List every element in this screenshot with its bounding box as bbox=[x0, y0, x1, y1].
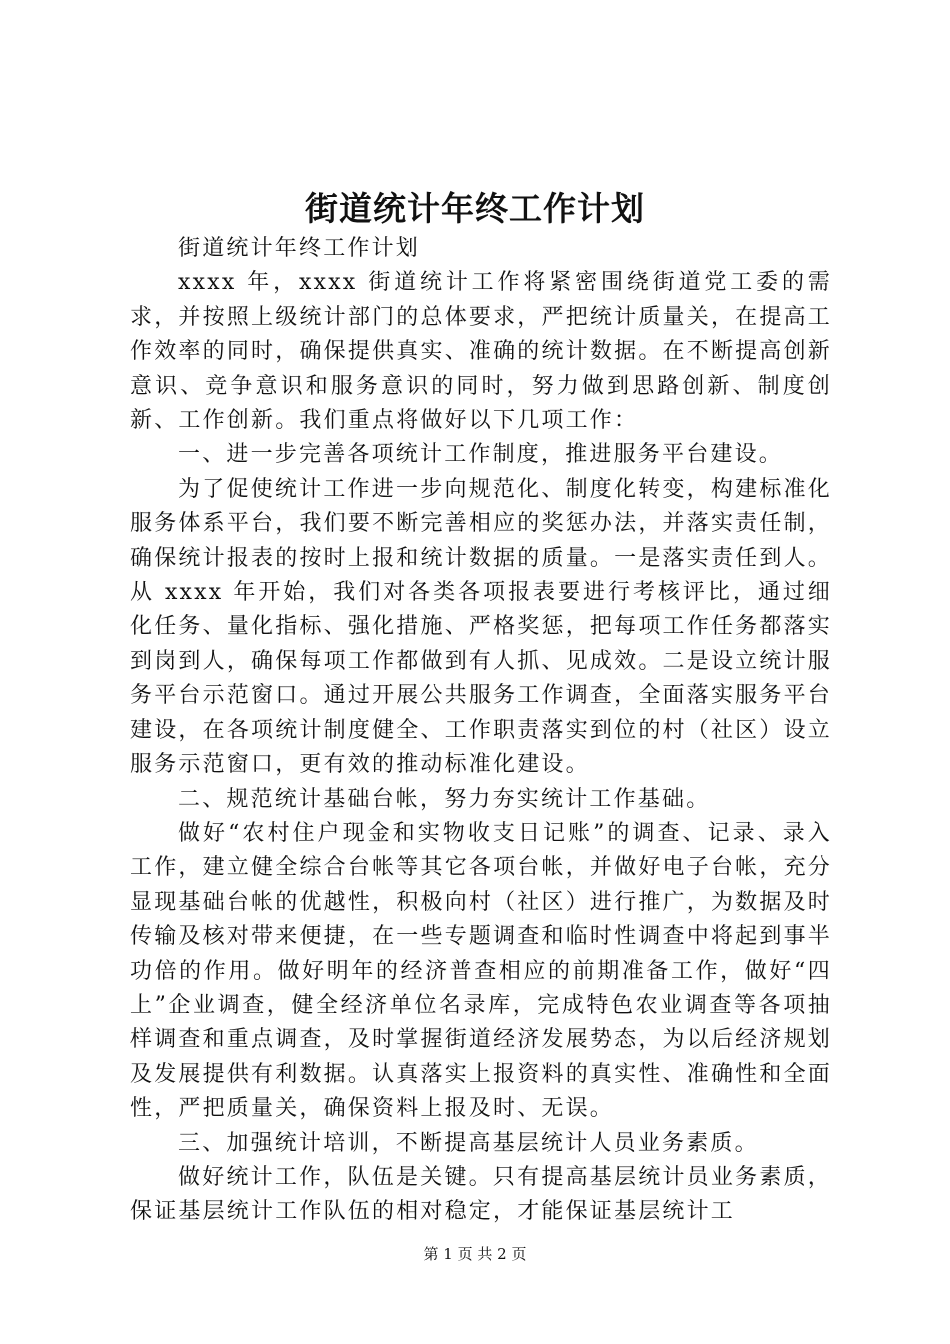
section-heading-1: 一、进一步完善各项统计工作制度，推进服务平台建设。 bbox=[178, 442, 784, 468]
section-heading-3: 三、加强统计培训，不断提高基层统计人员业务素质。 bbox=[178, 1130, 759, 1156]
paragraph-subtitle: 街道统计年终工作计划 bbox=[178, 236, 421, 261]
document-body bbox=[130, 232, 832, 1230]
page-footer: 第 1 页 共 2 页 bbox=[423, 1245, 527, 1263]
document-title: 街道统计年终工作计划 bbox=[305, 189, 645, 228]
paragraph-section-2: 做好“农村住户现金和实物收支日记账”的调查、记录、录入工作，建立健全综合台帐等其它各项台帐，并做好电子台帐，充分显现基础台帐的优越性，积极向村（社区）进行推广，为数据及时传输及核对带来便捷，在一些专题调查和临时性调查中将起到事半功倍的作用。做好明年的经济普查相应的前期准备工作，做好“四上”企业调查，健全经济单位名录库，完成特色农业调查等各项抽样调查和重点调查，及时掌握街道经济发展势态，为以后经济规划及发展提供有利数据。认真落实上报资料的真实性、准确性和全面性，严把质量关，确保资料上报及时、无误。 bbox=[130, 820, 832, 1122]
section-heading-2: 二、规范统计基础台帐，努力夯实统计工作基础。 bbox=[178, 786, 711, 812]
paragraph-section-3: 做好统计工作，队伍是关键。只有提高基层统计员业务素质，保证基层统计工作队伍的相对稳定，才能保证基层统计工 bbox=[130, 1164, 832, 1225]
paragraph-intro: xxxx 年，xxxx 街道统计工作将紧密围绕街道党工委的需求，并按照上级统计部门的总体要求，严把统计质量关，在提高工作效率的同时，确保提供真实、准确的统计数据。在不断提高创新意识、竞争意识和服务意识的同时，努力做到思路创新、制度创新、工作创新。我们重点将做好以下几项工作： bbox=[130, 270, 832, 434]
paragraph-section-1: 为了促使统计工作进一步向规范化、制度化转变，构建标准化服务体系平台，我们要不断完善相应的奖惩办法，并落实责任制，确保统计报表的按时上报和统计数据的质量。一是落实责任到人。从 xxxx 年开始，我们对各类各项报表要进行考核评比，通过细化任务、量化指标、强化措施、严格奖惩，把每项工作任务都落实到岗到人，确保每项工作都做到有人抓、见成效。二是设立统计服务平台示范窗口。通过开展公共服务工作调查，全面落实服务平台建设，在各项统计制度健全、工作职责落实到位的村（社区）设立服务示范窗口，更有效的推动标准化建设。 bbox=[130, 476, 832, 778]
